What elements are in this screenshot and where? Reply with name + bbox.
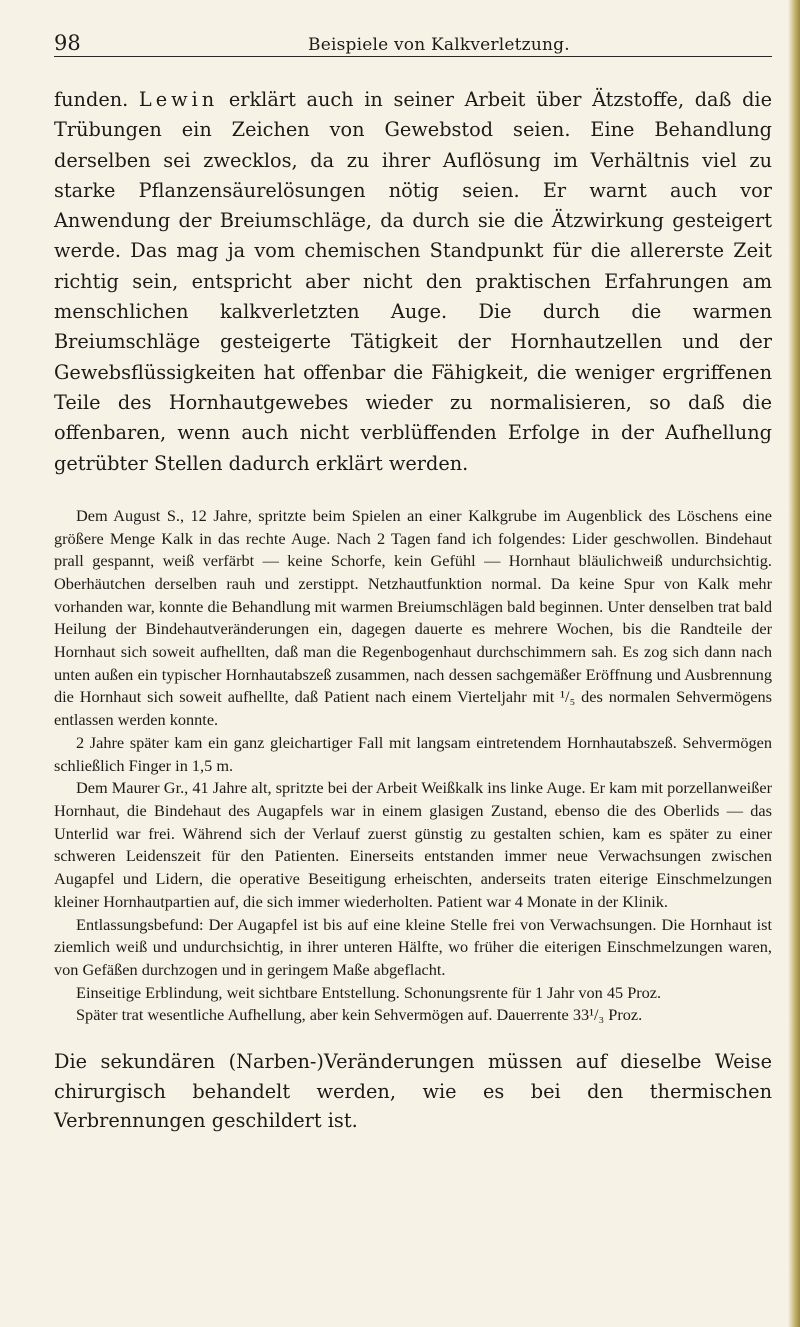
- case-1-fraction: ¹/₅: [560, 687, 576, 707]
- case-reports: [54, 505, 772, 1027]
- author-name: Lewin: [138, 88, 219, 111]
- page-number: 98: [54, 31, 81, 55]
- case-paragraph-6: [54, 1004, 772, 1027]
- intro-lead: funden.: [54, 88, 139, 111]
- case-paragraph-2: 2 Jahre später kam ein ganz gleichartiger Fall mit langsam eintretendem Hornhautabszeß. Sehvermögen schließlich Finger in 1,5 m.: [54, 732, 772, 775]
- closing-paragraph: Die sekundären (Narben-)Veränderungen müssen auf dieselbe Weise chirurgisch behandelt werden, wie es bei den thermischen Verbrennungen geschildert ist.: [54, 1050, 772, 1133]
- case-6-fraction: ¹/₃: [589, 1005, 605, 1025]
- running-head: Beispiele von Kalkverletzung.: [308, 35, 570, 55]
- case-paragraph-1: [54, 505, 772, 732]
- page-edge-shadow: [788, 0, 800, 1327]
- book-page: [54, 30, 772, 1136]
- case-1-text-end: des normalen Sehvermögens entlassen werden konnte.: [54, 687, 772, 730]
- case-6-text: Später trat wesentliche Aufhellung, aber kein Sehvermögen auf. Dauerrente 33: [76, 1005, 590, 1025]
- intro-text: erklärt auch in seiner Arbeit über Ätzstoffe, daß die Trübungen ein Zeichen von Gewebstod seien. Eine Behandlung derselben sei zwecklos, da zu ihrer Auflösung im Verhältnis viel zu starke Pflanzensäurelösungen nötig seien. Er warnt auch vor Anwendung der Breiumschläge, da durch sie die Ätzwirkung gesteigert werde. Das mag ja vom chemischen Standpunkt für die allererste Zeit richtig sein, entspricht aber nicht den praktischen Erfahrungen am menschlichen kalkverletzten Auge. Die durch die warmen Breiumschläge gesteigerte Tätigkeit der Hornhautzellen und der Gewebsflüssigkeiten hat offenbar die Fähigkeit, die weniger ergriffenen Teile des Hornhautgewebes wieder zu normalisieren, so daß die offenbaren, wenn auch nicht verblüffenden Erfolge in der Aufhellung getrübter Stellen dadurch erklärt werden.: [54, 88, 772, 475]
- case-paragraph-5: Einseitige Erblindung, weit sichtbare Entstellung. Schonungsrente für 1 Jahr von 45 Proz.: [76, 982, 662, 1002]
- case-6-text-end: Proz.: [604, 1005, 643, 1025]
- intro-paragraph: [54, 85, 772, 479]
- case-paragraph-4: Entlassungsbefund: Der Augapfel ist bis auf eine kleine Stelle frei von Verwachsungen. Die Hornhaut ist ziemlich weiß und undurchsichtig, in ihrer unteren Hälfte, wo früher die eiterigen Einschmelzungen waren, von Gefäßen durchzogen und in geringem Maße abgeflacht.: [54, 914, 772, 979]
- case-1-text: Dem August S., 12 Jahre, spritzte beim Spielen an einer Kalkgrube im Augenblick des Löschens eine größere Menge Kalk in das rechte Auge. Nach 2 Tagen fand ich folgendes: Lider geschwollen. Bindehaut prall gespannt, weiß verfärbt — keine Schorfe, kein Gefühl — Hornhaut bläulichweiß undurchsichtig. Oberhäutchen derselben rauh und zerstippt. Netzhautfunktion normal. Da keine Spur von Kalk mehr vorhanden war, konnte die Behandlung mit warmen Breiumschlägen bald beginnen. Unter denselben trat bald Heilung der Bindehautveränderungen ein, dagegen dauerte es mehrere Wochen, bis die Randteile der Hornhaut sich soweit aufhellten, daß man die Regenbogenhaut durchschimmern sah. Es zog sich dann nach unten außen ein typischer Hornhautabszeß zusammen, nach dessen sachgemäßer Eröffnung und Ausbrennung die Hornhaut sich soweit aufhellte, daß Patient nach einem Vierteljahr mit: [54, 505, 772, 707]
- case-paragraph-3: Dem Maurer Gr., 41 Jahre alt, spritzte bei der Arbeit Weißkalk ins linke Auge. Er kam mit porzellanweißer Hornhaut, die Bindehaut des Augapfels war in einem glasigen Zustand, ebenso die des Oberlids — das Unterlid war frei. Während sich der Verlauf zuerst günstig zu gestalten schien, kam es später zu einer schweren Leidenszeit für den Patienten. Einerseits entstanden immer neue Verwachsungen zwischen Augapfel und Lidern, die operative Beseitigung erheischten, anderseits traten eiterige Einschmelzungen kleiner Hornhautpartien auf, die sich immer wiederholten. Patient war 4 Monate in der Klinik.: [54, 778, 772, 911]
- page-header: [54, 30, 772, 57]
